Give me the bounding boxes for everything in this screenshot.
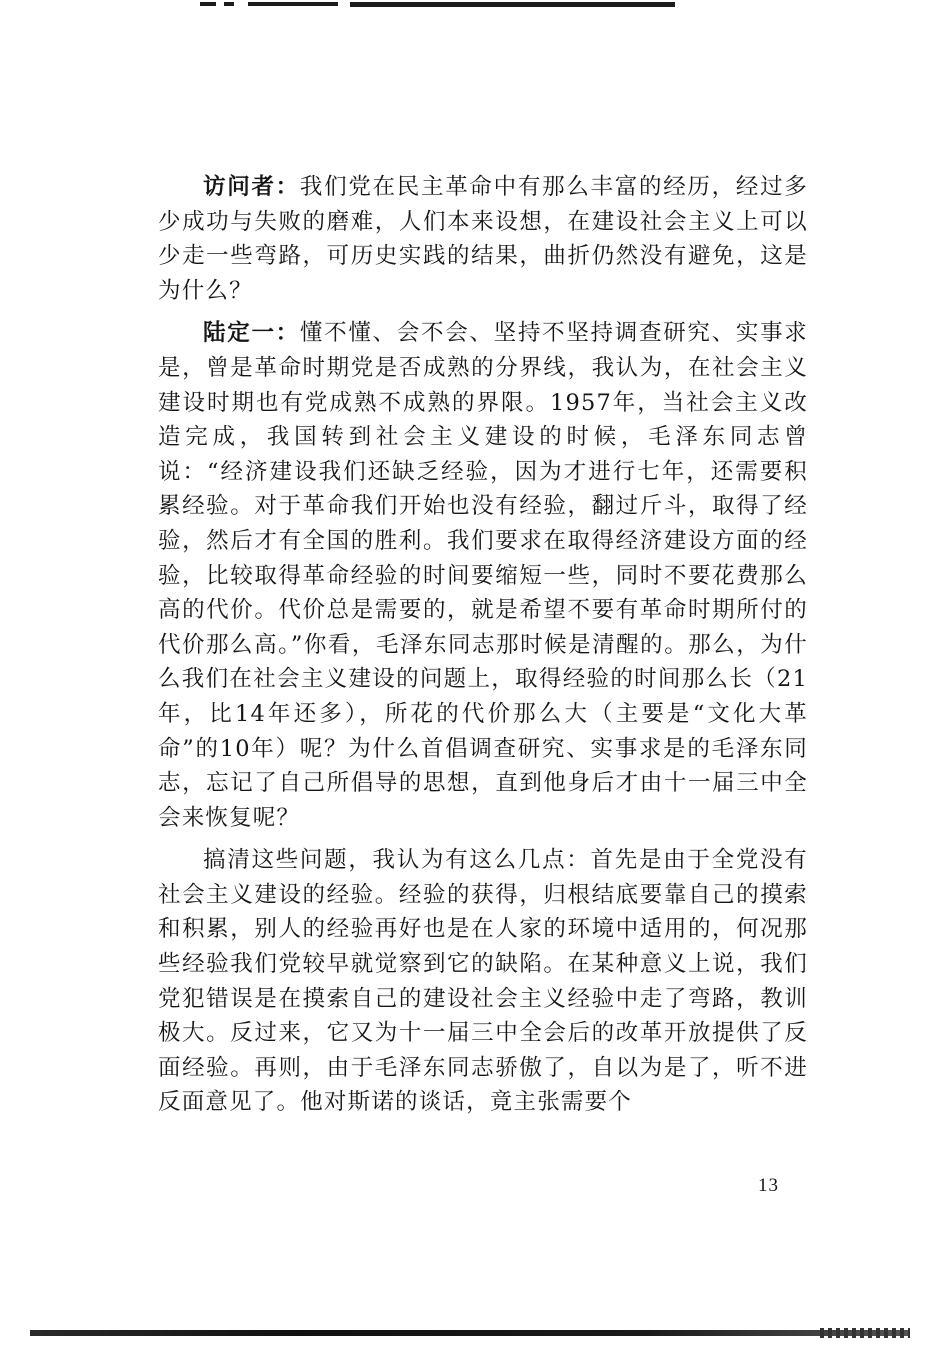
paragraph-text: 搞清这些问题，我认为有这么几点：首先是由于全党没有社会主义建设的经验。经验的获得，归根结底要靠自己的摸索和积累，别人的经验再好也是在人家的环境中适用的，何况那些经验我们党较早就觉察到它的缺陷。在某种意义上说，我们党犯错误是在摸索自己的建设社会主义经验中走了弯路，教训极大。反过来，它又为十一届三中全会后的改革开放提供了反面经验。再则，由于毛泽东同志骄傲了，自以为是了，听不进反面意见了。他对斯诺的谈话，竟主张需要个 <box>158 847 808 1116</box>
scan-artifact-top <box>200 0 680 8</box>
scan-artifact-bottom-fade <box>820 1328 910 1338</box>
page-body <box>158 170 808 1128</box>
speaker-label: 陆定一： <box>203 320 300 347</box>
paragraph-lu-dingyi-answer <box>158 316 808 835</box>
paragraph-continuation <box>158 843 808 1120</box>
paragraph-interviewer-question <box>158 170 808 308</box>
paragraph-text: 懂不懂、会不会、坚持不坚持调查研究、实事求是，曾是革命时期党是否成熟的分界线，我认为，在社会主义建设时期也有党成熟不成熟的界限。1957年，当社会主义改造完成，我国转到社会主义建设的时候，毛泽东同志曾说：“经济建设我们还缺乏经验，因为才进行七年，还需要积累经验。对于革命我们开始也没有经验，翻过斤斗，取得了经验，然后才有全国的胜利。我们要求在取得经济建设方面的经验，比较取得革命经验的时间要缩短一些，同时不要花费那么高的代价。代价总是需要的，就是希望不要有革命时期所付的代价那么高。”你看，毛泽东同志那时候是清醒的。那么，为什么我们在社会主义建设的问题上，取得经验的时间那么长（21年，比14年还多），所花的代价那么大（主要是“文化大革命”的10年）呢？为什么首倡调查研究、实事求是的毛泽东同志，忘记了自己所倡导的思想，直到他身后才由十一届三中全会来恢复呢？ <box>158 320 808 831</box>
speaker-label: 访问者： <box>203 174 300 200</box>
paragraph-text: 我们党在民主革命中有那么丰富的经历，经过多少成功与失败的磨难，人们本来设想，在建设社会主义上可以少走一些弯路，可历史实践的结果，曲折仍然没有避免，这是为什么？ <box>158 174 808 304</box>
page-number: 13 <box>758 1175 779 1196</box>
scan-artifact-bottom <box>30 1330 910 1336</box>
